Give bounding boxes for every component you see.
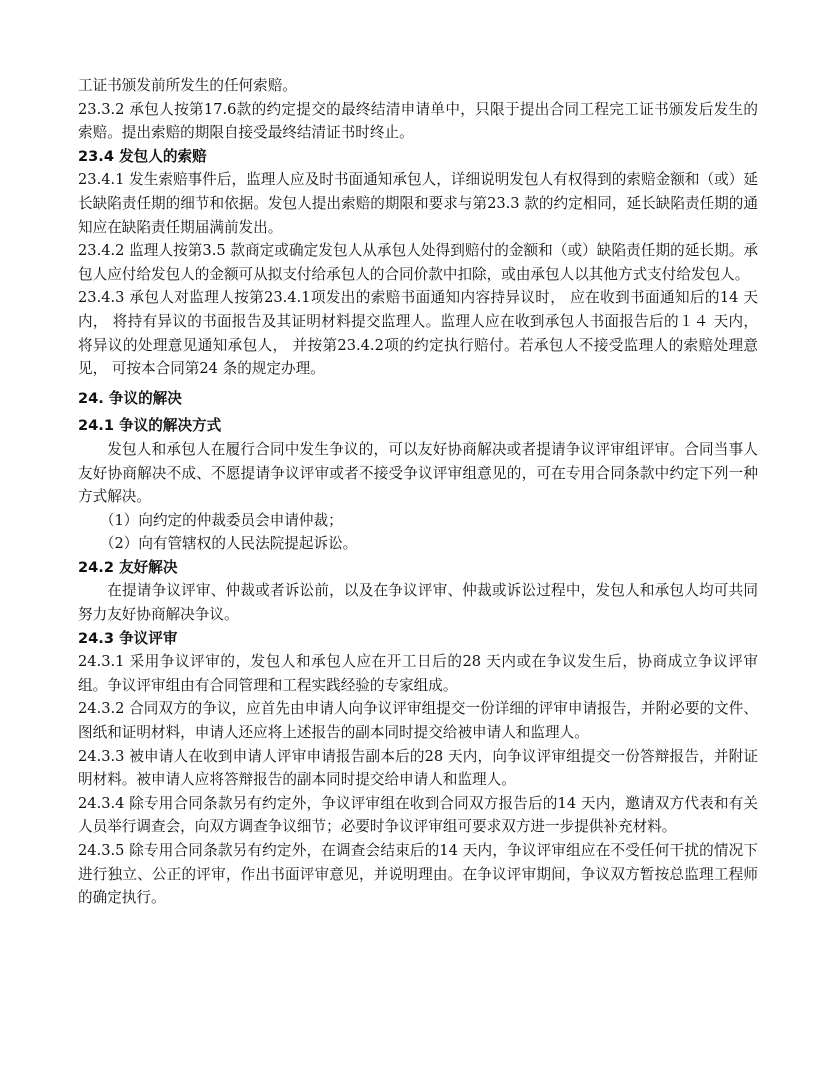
- heading-23-4: 23.4 发包人的索赔: [78, 147, 207, 165]
- list-item-litigation: （2）向有管辖权的人民法院提起诉讼。: [99, 535, 358, 553]
- paragraph-23-3-2: 23.3.2 承包人按第17.6款的约定提交的最终结清申请单中，只限于提出合同工程完工证书颁发后发生的索赔。提出索赔的期限自接受最终结清证书时终止。: [78, 100, 758, 142]
- paragraph-24-3-5: 24.3.5 除专用合同条款另有约定外，在调查会结束后的14 天内，争议评审组应在不受任何干扰的情况下进行独立、公正的评审，作出书面评审意见，并说明理由。在争议评审期间，争议双方暂按总监理工程师的确定执行。: [78, 842, 758, 907]
- heading-24-1: 24.1 争议的解决方式: [78, 417, 222, 435]
- paragraph-24-1-body: 发包人和承包人在履行合同中发生争议的，可以友好协商解决或者提请争议评审组评审。合同当事人友好协商解决不成、不愿提请争议评审或者不接受争议评审组意见的，可在专用合同条款中约定下列一种方式解决。: [78, 440, 758, 506]
- heading-24-2: 24.2 友好解决: [78, 558, 178, 576]
- document-page: [78, 74, 758, 910]
- paragraph-24-3-4: 24.3.4 除专用合同条款另有约定外，争议评审组在收到合同双方报告后的14 天内，邀请双方代表和有关人员举行调查会，向双方调查争议细节；必要时争议评审组可要求双方进一步提供补充材料。: [78, 794, 758, 836]
- paragraph-23-4-3: 23.4.3 承包人对监理人按第23.4.1项发出的索赔书面通知内容持异议时， 应在收到书面通知后的14 天内， 将持有异议的书面报告及其证明材料提交监理人。监理人应在收到承包人书面报告后的１４ 天内， 将异议的处理意见通知承包人， 并按第23.4.2项的约定执行赔付。若承包人不接受监理人的索赔处理意见， 可按本合同第24 条的规定办理。: [78, 289, 758, 378]
- paragraph-23-4-1: 23.4.1 发生索赔事件后，监理人应及时书面通知承包人，详细说明发包人有权得到的索赔金额和（或）延长缺陷责任期的细节和依据。发包人提出索赔的期限和要求与第23.3 款的约定相同，延长缺陷责任期的通知应在缺陷责任期届满前发出。: [78, 171, 758, 236]
- paragraph-claims-before-certificate: 工证书颁发前所发生的任何索赔。: [78, 77, 297, 94]
- paragraph-24-3-2: 24.3.2 合同双方的争议，应首先由申请人向争议评审组提交一份详细的评审申请报告，并附必要的文件、图纸和证明材料，申请人还应将上述报告的副本同时提交给被申请人和监理人。: [78, 700, 758, 742]
- heading-24: 24. 争议的解决: [78, 389, 182, 407]
- paragraph-24-2-body: 在提请争议评审、仲裁或者诉讼前，以及在争议评审、仲裁或诉讼过程中，发包人和承包人均可共同努力友好协商解决争议。: [78, 582, 758, 624]
- paragraph-24-3-1: 24.3.1 采用争议评审的，发包人和承包人应在开工日后的28 天内或在争议发生后，协商成立争议评审组。争议评审组由有合同管理和工程实践经验的专家组成。: [78, 653, 758, 694]
- paragraph-23-4-2: 23.4.2 监理人按第3.5 款商定或确定发包人从承包人处得到赔付的金额和（或）缺陷责任期的延长期。承包人应付给发包人的金额可从拟支付给承包人的合同价款中扣除，或由承包人以其他方式支付给发包人。: [78, 242, 758, 283]
- list-item-arbitration: （1）向约定的仲裁委员会申请仲裁；: [99, 511, 343, 529]
- paragraph-24-3-3: 24.3.3 被申请人在收到申请人评审申请报告副本后的28 天内，向争议评审组提交一份答辩报告，并附证明材料。被申请人应将答辩报告的副本同时提交给申请人和监理人。: [78, 747, 758, 789]
- heading-24-3: 24.3 争议评审: [78, 629, 178, 647]
